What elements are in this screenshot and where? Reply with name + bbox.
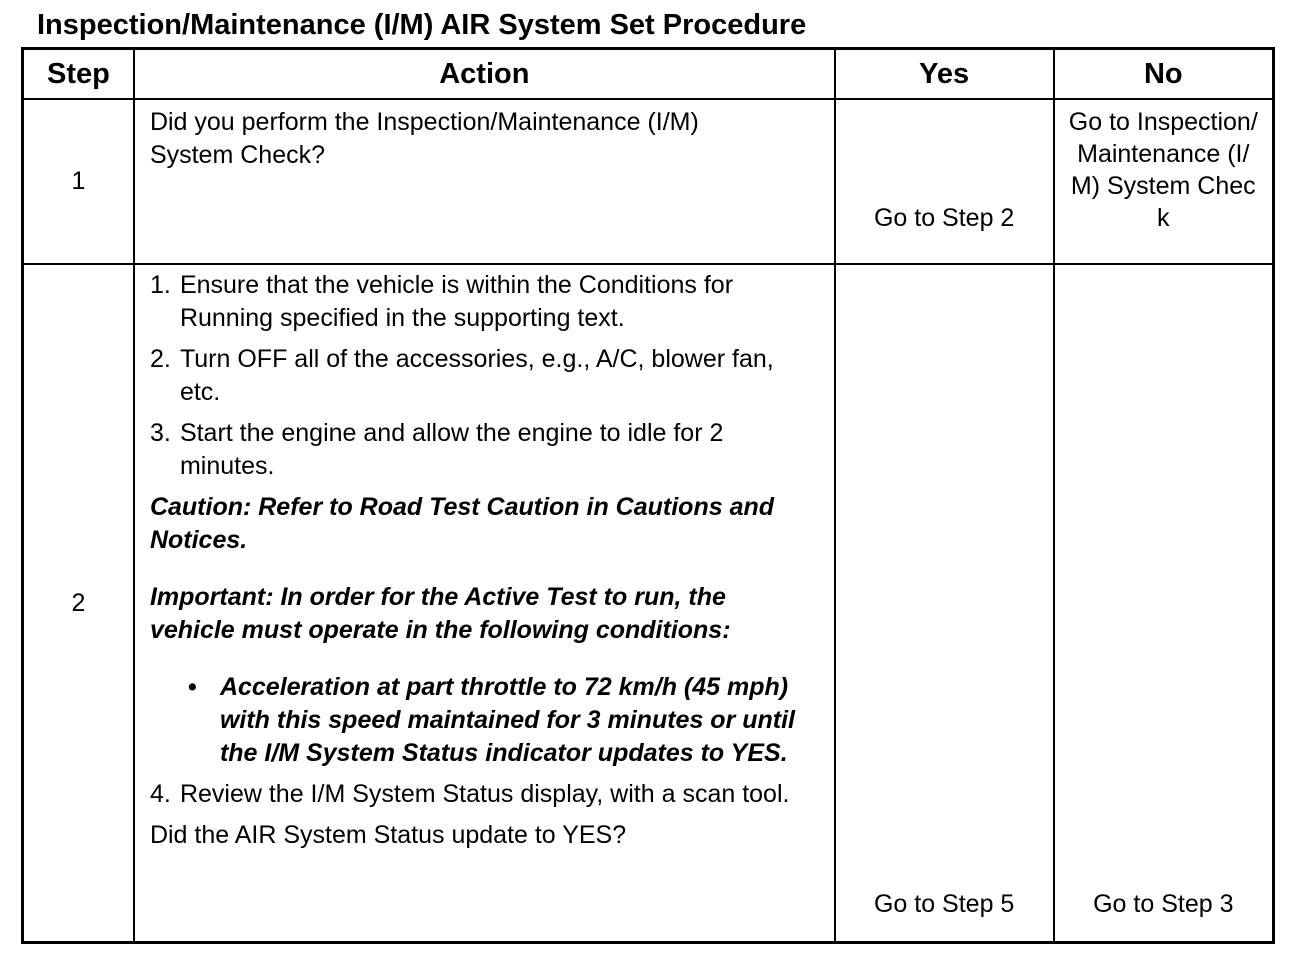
yes-cell <box>835 99 1054 264</box>
bullet-dot-icon: • <box>187 673 197 701</box>
list-item-number: 3. <box>149 419 171 447</box>
header-yes: Yes <box>835 49 1054 100</box>
important-note: Important: In order for the Active Test to run, the vehicle must operate in the following conditions: <box>149 583 731 644</box>
list-item-text: Review the I/M System Status display, with a scan tool. <box>179 780 790 808</box>
list-item-number: 2. <box>149 345 171 373</box>
procedure-table <box>21 47 1275 944</box>
list-item-number: 4. <box>149 780 171 808</box>
page-title: Inspection/Maintenance (I/M) AIR System Set Procedure <box>37 9 807 41</box>
list-item <box>150 417 814 483</box>
step-number-cell: 1 <box>23 99 134 264</box>
header-no: No <box>1054 49 1274 100</box>
header-step: Step <box>23 49 134 100</box>
list-item-text: Turn OFF all of the accessories, e.g., A/C, blower fan, etc. <box>179 345 774 406</box>
table-row-step-1 <box>23 99 1274 264</box>
header-action: Action <box>134 49 835 100</box>
no-cell <box>1054 99 1274 264</box>
no-cell <box>1054 264 1274 943</box>
condition-bullet <box>150 671 814 770</box>
action-cell <box>134 264 835 943</box>
table-header-row <box>23 49 1274 100</box>
yes-cell <box>835 264 1054 943</box>
list-item <box>150 269 814 335</box>
step-number-cell: 2 <box>23 264 134 943</box>
no-link[interactable]: Go to Inspection/Maintenance (I/M) System Check <box>1068 108 1258 232</box>
no-link[interactable]: Go to Step 3 <box>1093 890 1234 918</box>
list-item-text: Start the engine and allow the engine to idle for 2 minutes. <box>179 419 724 480</box>
caution-note: Caution: Refer to Road Test Caution in Cautions and Notices. <box>149 493 775 554</box>
list-item-text: Ensure that the vehicle is within the Conditions for Running specified in the supporting text. <box>179 271 734 332</box>
list-item <box>150 343 814 409</box>
question-text: Did the AIR System Status update to YES? <box>149 821 627 849</box>
list-item-number: 1. <box>149 271 171 299</box>
condition-bullet-text: Acceleration at part throttle to 72 km/h (45 mph) with this speed maintained for 3 minutes or until the I/M System Status indicator updates to YES. <box>219 673 795 767</box>
action-cell <box>134 99 835 264</box>
table-row-step-2 <box>23 264 1274 943</box>
action-text: Did you perform the Inspection/Maintenance (I/M) System Check? <box>149 108 699 169</box>
yes-link[interactable]: Go to Step 2 <box>873 204 1015 232</box>
list-item <box>150 778 814 811</box>
yes-link[interactable]: Go to Step 5 <box>873 890 1015 918</box>
